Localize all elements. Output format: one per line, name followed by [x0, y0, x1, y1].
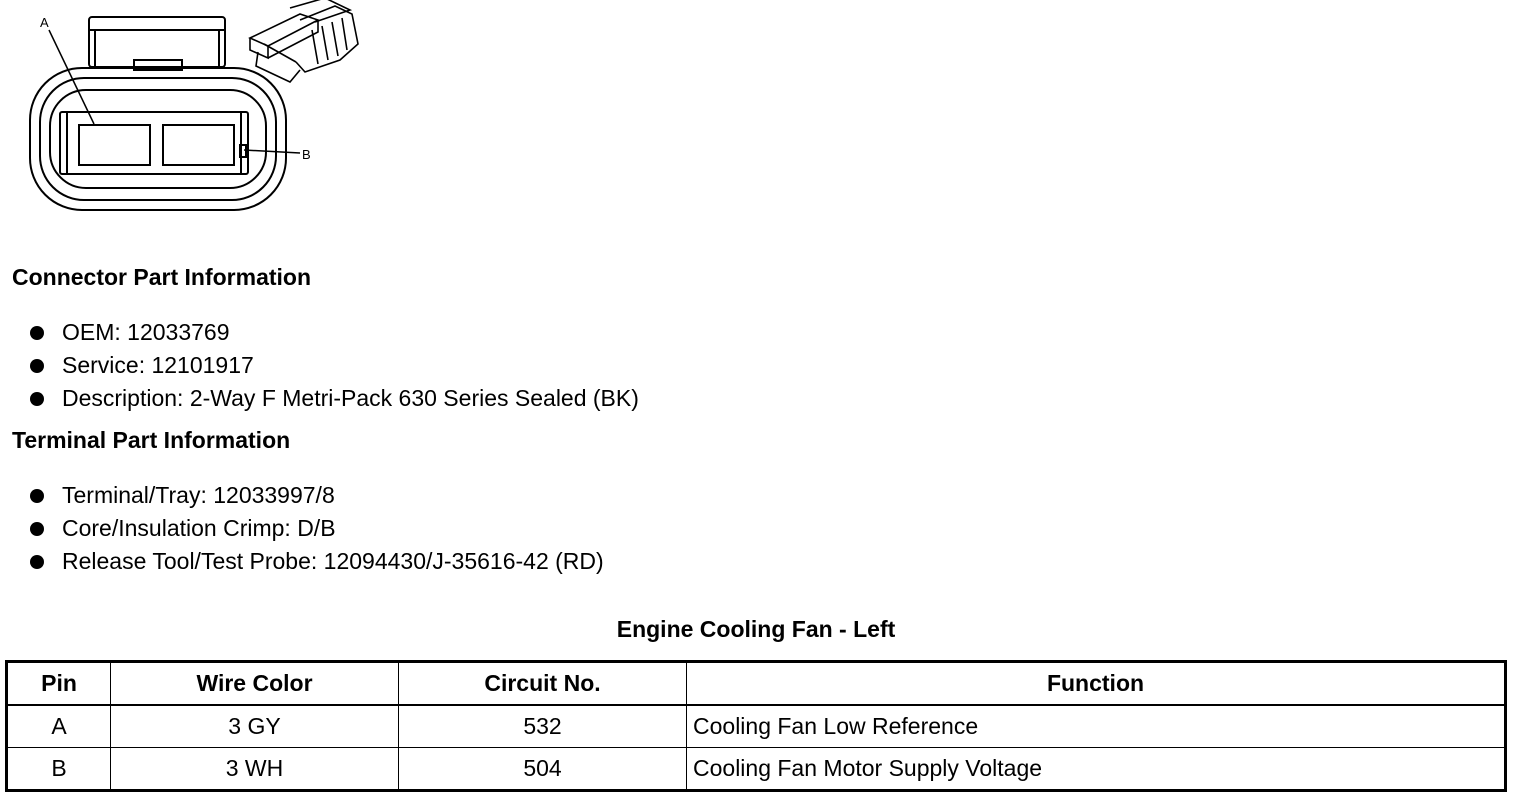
callout-a-label: A — [40, 15, 49, 30]
header-circuit-no: Circuit No. — [399, 662, 687, 706]
connector-diagram — [0, 0, 380, 230]
table-caption: Engine Cooling Fan - Left — [616, 616, 896, 642]
list-item: Core/Insulation Crimp: D/B — [28, 512, 604, 545]
connector-thumbnail — [250, 0, 358, 82]
bullet-icon — [30, 326, 44, 340]
connector-body — [30, 68, 286, 210]
bullet-icon — [30, 555, 44, 569]
callout-b-leader — [244, 150, 300, 153]
terminal-info-list — [28, 479, 604, 578]
cell-function: Cooling Fan Low Reference — [687, 705, 1506, 748]
bullet-icon — [30, 359, 44, 373]
list-item: Terminal/Tray: 12033997/8 — [28, 479, 604, 512]
cell-function: Cooling Fan Motor Supply Voltage — [687, 748, 1506, 791]
connector-latch — [89, 17, 225, 70]
bullet-icon — [30, 522, 44, 536]
cell-circuit-no: 504 — [399, 748, 687, 791]
connector-info-title: Connector Part Information — [12, 264, 312, 290]
cavity-b — [163, 125, 234, 165]
terminal-info-title: Terminal Part Information — [12, 427, 291, 453]
cell-pin: A — [7, 705, 111, 748]
bullet-icon — [30, 489, 44, 503]
table-header-row — [7, 662, 1506, 706]
bullet-icon — [30, 392, 44, 406]
table-row — [7, 705, 1506, 748]
cell-wire-color: 3 GY — [111, 705, 399, 748]
callout-b-label: B — [302, 147, 311, 162]
header-function: Function — [687, 662, 1506, 706]
header-pin: Pin — [7, 662, 111, 706]
list-item: Service: 12101917 — [28, 349, 639, 382]
list-item: OEM: 12033769 — [28, 316, 639, 349]
pinout-table — [5, 660, 1507, 792]
header-wire-color: Wire Color — [111, 662, 399, 706]
connector-info-list — [28, 316, 639, 415]
cavity-a — [79, 125, 150, 165]
list-item: Description: 2-Way F Metri-Pack 630 Series Sealed (BK) — [28, 382, 639, 415]
cell-pin: B — [7, 748, 111, 791]
cell-wire-color: 3 WH — [111, 748, 399, 791]
cell-circuit-no: 532 — [399, 705, 687, 748]
list-item: Release Tool/Test Probe: 12094430/J-35616-42 (RD) — [28, 545, 604, 578]
table-row — [7, 748, 1506, 791]
